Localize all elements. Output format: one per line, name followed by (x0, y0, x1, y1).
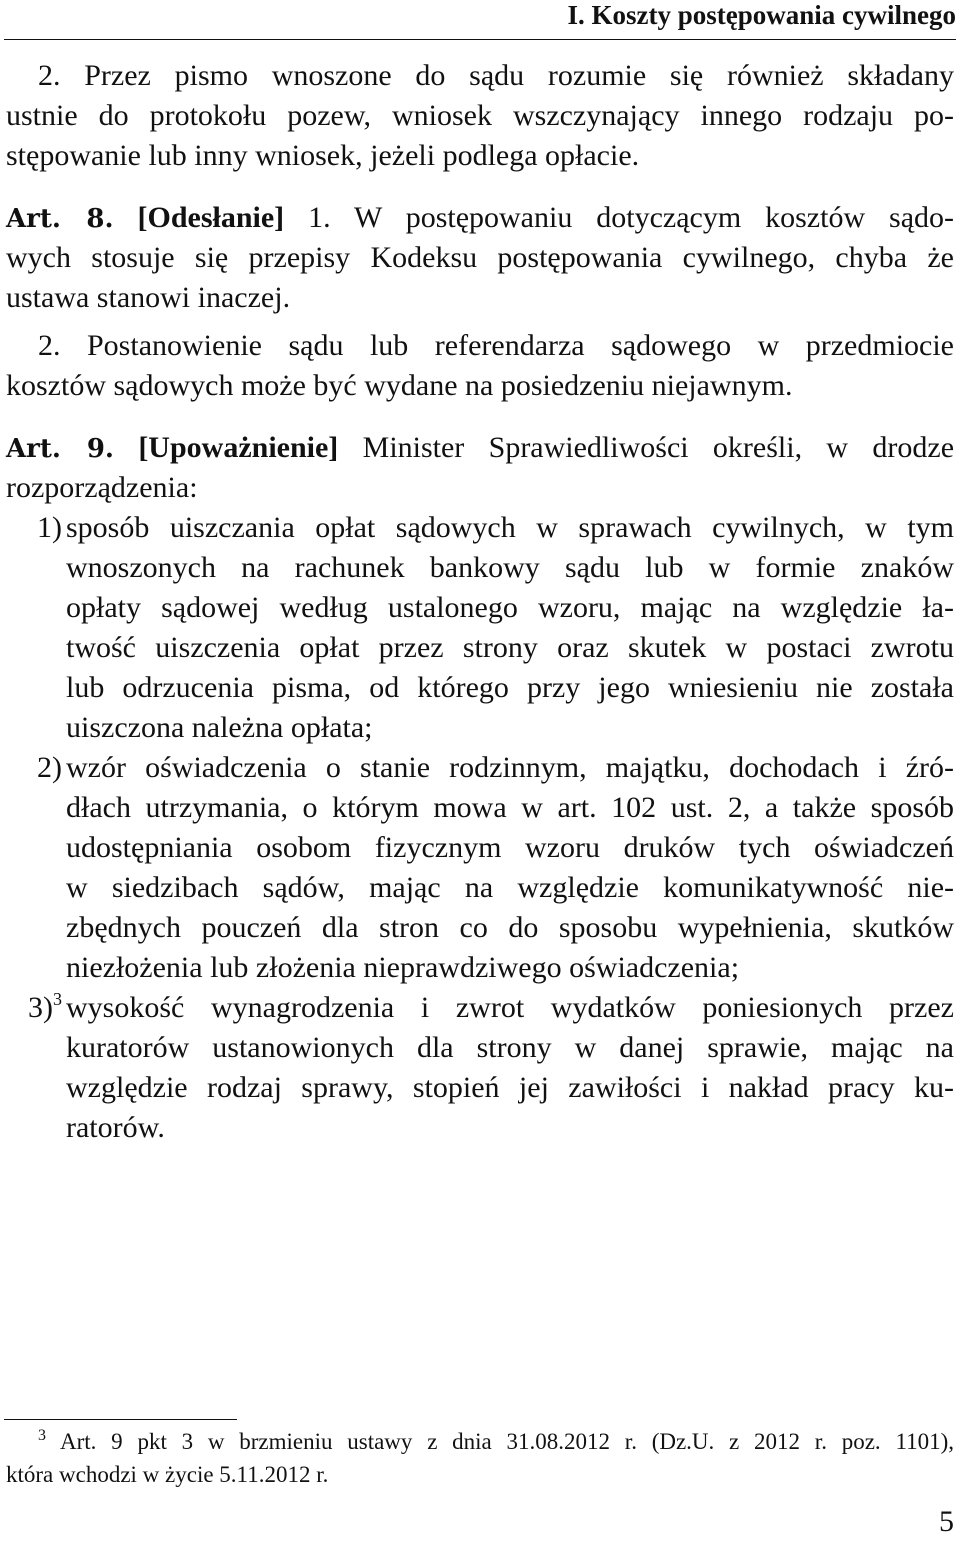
list-item (6, 988, 954, 1148)
text-line: opłaty sądowej według ustalonego wzoru, mając na względzie ła- (66, 591, 954, 624)
list-item-marker: 2) (37, 751, 62, 784)
list-item-text (66, 748, 954, 988)
text-line: wysokość wynagrodzenia i zwrot wydatków poniesionych przez (66, 991, 954, 1024)
list-item-marker: 1) (37, 511, 62, 544)
text-line (6, 428, 954, 468)
header-rule (4, 39, 956, 40)
article-text: 1. W postępowaniu dotyczącym kosztów sądo- (308, 201, 955, 234)
list-item-marker-text: 3) (28, 991, 53, 1024)
text-line: ratorów. (66, 1111, 165, 1144)
list-item-marker (6, 988, 62, 1028)
footnote-line (6, 1425, 954, 1458)
spacer (6, 176, 954, 198)
text-line: 2. Przez pismo wnoszone do sądu rozumie się również składany (38, 59, 954, 92)
page-number: 5 (939, 1505, 954, 1538)
footnote-reference: 3 (53, 989, 62, 1009)
text-line: zbędnych pouczeń dla stron co do sposobu wypełnienia, skutków (66, 911, 954, 944)
list-item-text (66, 988, 954, 1148)
text-line: względzie rodzaj sprawy, stopień jej zawiłości i nakład pracy ku- (66, 1071, 954, 1104)
text-line: wzór oświadczenia o stanie rodzinnym, majątku, dochodach i źró- (66, 751, 954, 784)
text-line: w siedzibach sądów, mając na względzie komunikatywność nie- (66, 871, 954, 904)
article-title: [Upoważnienie] (138, 431, 339, 464)
list-item-text (66, 508, 954, 748)
text-line: niezłożenia lub złożenia nieprawdziwego oświadczenia; (66, 951, 740, 984)
text-line: uiszczona należna opłata; (66, 711, 373, 744)
article-label: Art. 9. (6, 434, 114, 464)
text-line: ustawa stanowi inaczej. (6, 281, 291, 314)
running-header: I. Koszty postępowania cywilnego (567, 0, 956, 30)
spacer (6, 406, 954, 428)
text-line: rozporządzenia: (6, 471, 198, 504)
list-item (6, 508, 954, 748)
text-line: twość uiszczenia opłat przez strony oraz skutek w postaci zwrotu (66, 631, 954, 664)
article-text: Minister Sprawiedliwości określi, w drodze (362, 431, 955, 464)
list-item (6, 748, 954, 988)
text-line: udostępniania osobom fizycznym wzoru druków tych oświadczeń (66, 831, 954, 864)
text-line: kuratorów ustanowionych dla strony w danej sprawie, mając na (66, 1031, 954, 1064)
art7-paragraph-2 (6, 56, 954, 176)
footnote-mark: 3 (38, 1427, 46, 1444)
article-8 (6, 198, 954, 406)
document-body (6, 56, 954, 1148)
footnote-rule (4, 1419, 237, 1420)
text-line: wych stosuje się przepisy Kodeksu postępowania cywilnego, chyba że (6, 241, 954, 274)
footnote (6, 1425, 954, 1491)
text-line: sposób uiszczania opłat sądowych w sprawach cywilnych, w tym (66, 511, 954, 544)
text-line: dłach utrzymania, o którym mowa w art. 102 ust. 2, a także sposób (66, 791, 954, 824)
text-line: 2. Postanowienie sądu lub referendarza sądowego w przedmiocie (38, 329, 954, 362)
text-line (6, 198, 954, 238)
article-9 (6, 428, 954, 1148)
text-line: ustnie do protokołu pozew, wniosek wszczynający innego rodzaju po- (6, 99, 954, 132)
text-line: wnoszonych na rachunek bankowy sądu lub w formie znaków (66, 551, 954, 584)
article-title: [Odesłanie] (137, 201, 285, 234)
text-line: kosztów sądowych może być wydane na posiedzeniu niejawnym. (6, 369, 793, 402)
text-line: stępowanie lub inny wniosek, jeżeli podlega opłacie. (6, 139, 640, 172)
footnote-text: Art. 9 pkt 3 w brzmieniu ustawy z dnia 31.08.2012 r. (Dz.U. z 2012 r. poz. 1101), (60, 1429, 954, 1454)
article-label: Art. 8. (6, 204, 114, 234)
footnote-line: która wchodzi w życie 5.11.2012 r. (6, 1462, 329, 1487)
spacer (6, 318, 954, 326)
text-line: lub odrzucenia pisma, od którego przy jego wniesieniu nie została (66, 671, 954, 704)
